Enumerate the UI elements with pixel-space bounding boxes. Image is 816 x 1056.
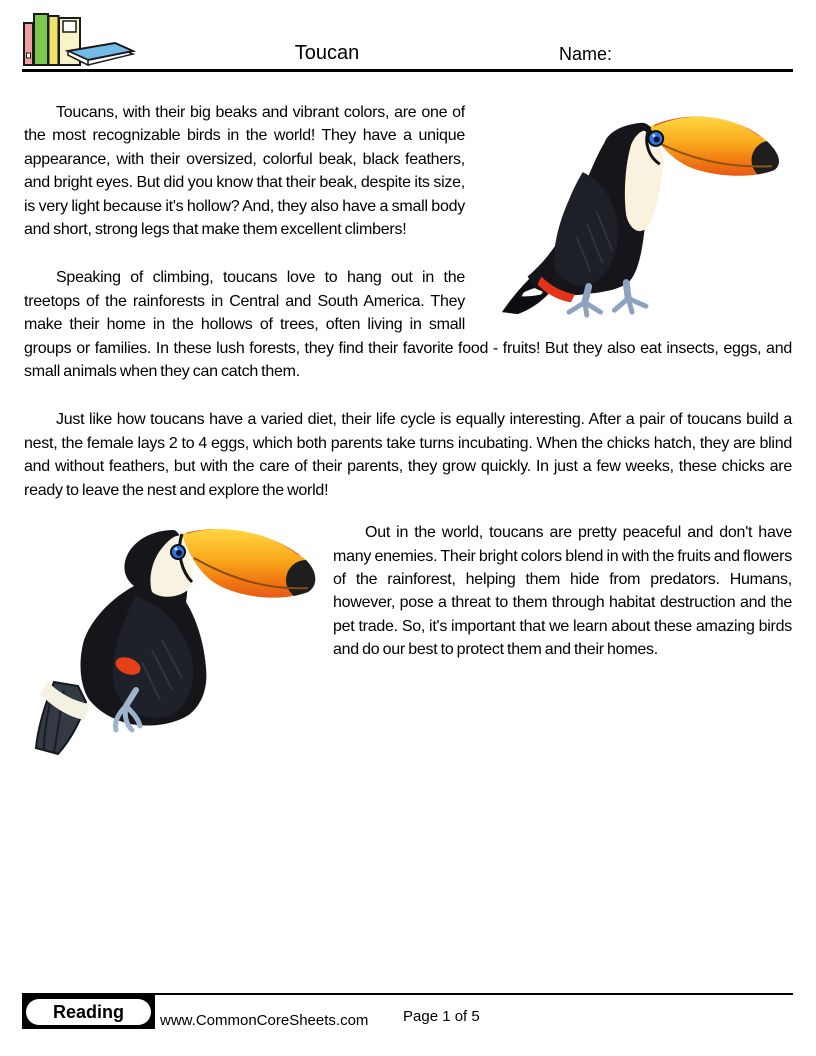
header-rule — [22, 69, 793, 72]
paragraph-4-text: Out in the world, toucans are pretty peaceful and don't have many enemies. Their bright colors blend in with the fruits and flowers of the rainforest, helping them hide from predators. Humans, however, pose a threat to them through habitat destruction and the pet trade. So, it's important that we learn about these amazing birds and do our best to protect them and their homes. — [333, 524, 792, 659]
article — [24, 101, 792, 761]
subject-badge — [22, 995, 155, 1029]
subject-badge-pill — [26, 999, 151, 1025]
toucan-perched-image — [24, 521, 333, 761]
paragraph-1 — [24, 101, 792, 241]
paragraph-1-text: Toucans, with their big beaks and vibrant colors, are one of the most recognizable birds in the world! They have a unique appearance, with their oversized, colorful beak, black feathers, and bright eyes. But did you know that their beak, despite its size, is very light because it's hollow? And, they also have a small body and short, strong legs that make them excellent climbers! — [24, 104, 465, 239]
page-number: Page 1 of 5 — [403, 1008, 480, 1025]
subject-badge-label: Reading — [52, 1001, 124, 1022]
website-text: www.CommonCoreSheets.com — [160, 1012, 369, 1029]
paragraph-3-text: Just like how toucans have a varied diet, their life cycle is equally interesting. After a pair of toucans build a nest, the female lays 2 to 4 eggs, which both parents take turns incubating. When the chicks hatch, they are blind and without feathers, but with the care of their parents, they grow quickly. In just a few weeks, these chicks are ready to leave the nest and explore the world! — [24, 411, 792, 499]
name-label: Name: — [559, 44, 613, 64]
toucan-standing-image — [465, 101, 792, 318]
page-title: Toucan — [294, 42, 360, 64]
paragraph-4 — [24, 521, 792, 661]
paragraph-3 — [24, 408, 792, 502]
name-write-area[interactable] — [612, 40, 792, 68]
paragraph-2-text: Speaking of climbing, toucans love to hang out in the treetops of the rainforests in Central and South America. They make their home in the hollows of trees, often living in small groups or families. In these lush forests, they find their favorite food - fruits! But they also eat insects, eggs, and small animals when they can catch them. — [24, 269, 792, 381]
books-logo-icon — [20, 9, 138, 68]
